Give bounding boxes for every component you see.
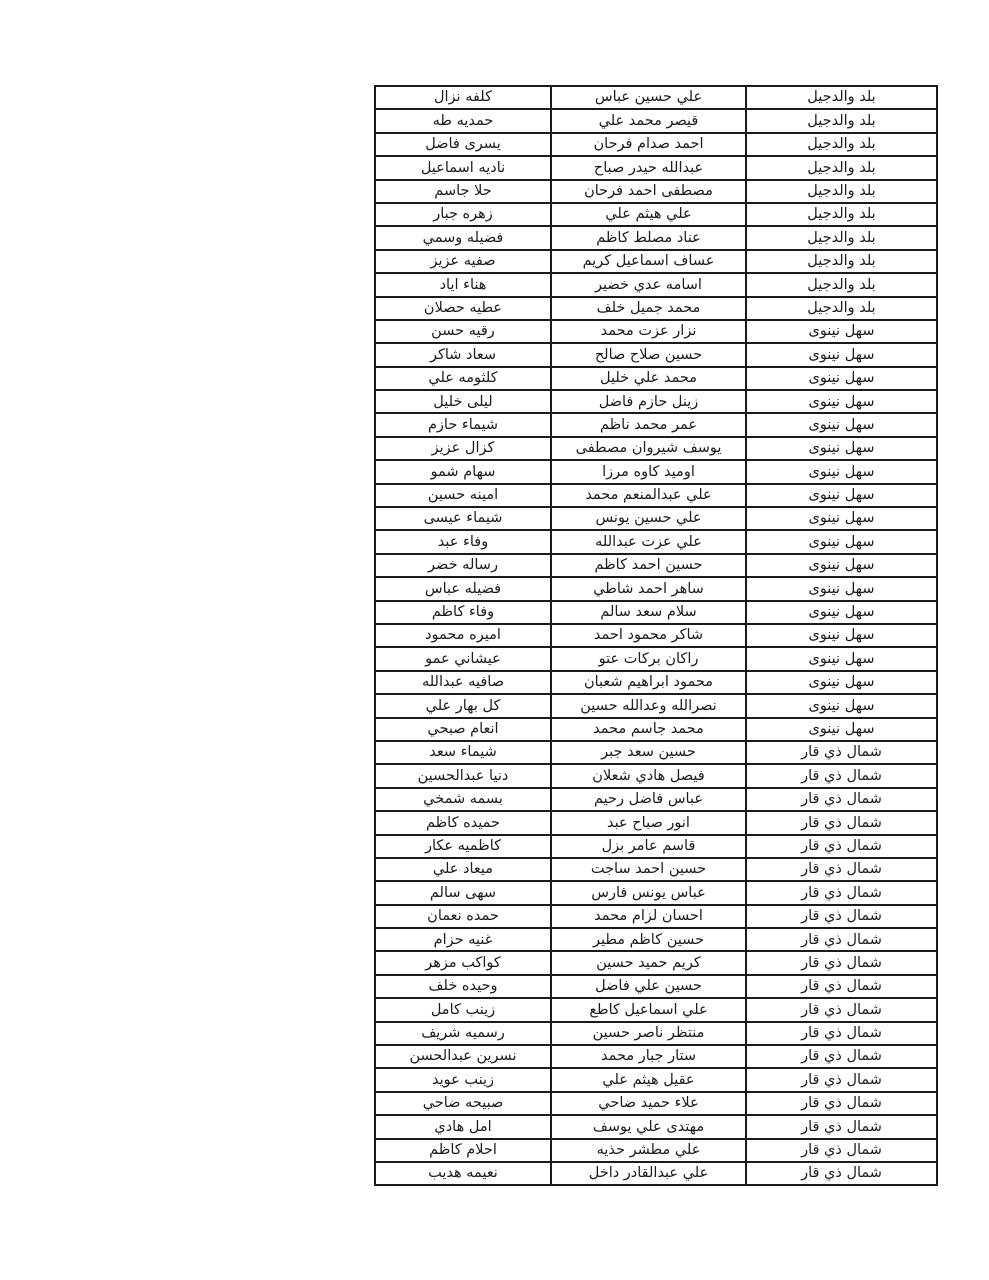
table-row: [375, 858, 937, 881]
table-row: [375, 788, 937, 811]
table-row: [375, 1162, 937, 1185]
table-row: [375, 226, 937, 249]
mother-name-cell: شيماء حازم: [375, 413, 551, 436]
mother-name-cell: عطيه حصلان: [375, 297, 551, 320]
person-name-cell: عقيل هيثم علي: [551, 1068, 746, 1091]
mother-name-cell: حمده نعمان: [375, 905, 551, 928]
mother-name-cell: زينب عويد: [375, 1068, 551, 1091]
region-cell: سهل نينوى: [746, 343, 937, 366]
mother-name-cell: سهى سالم: [375, 881, 551, 904]
region-cell: شمال ذي قار: [746, 788, 937, 811]
person-name-cell: محمد علي خليل: [551, 367, 746, 390]
table-row: [375, 109, 937, 132]
region-cell: شمال ذي قار: [746, 1068, 937, 1091]
person-name-cell: قاسم عامر بزل: [551, 835, 746, 858]
table-row: [375, 951, 937, 974]
region-cell: سهل نينوى: [746, 554, 937, 577]
mother-name-cell: رقيه حسن: [375, 320, 551, 343]
mother-name-cell: رساله خضر: [375, 554, 551, 577]
person-name-cell: فيصل هادي شعلان: [551, 764, 746, 787]
table-row: [375, 180, 937, 203]
mother-name-cell: اميره محمود: [375, 624, 551, 647]
mother-name-cell: شيماء سعد: [375, 741, 551, 764]
table-body: [375, 86, 937, 1185]
table-row: [375, 507, 937, 530]
person-name-cell: كريم حميد حسين: [551, 951, 746, 974]
table-row: [375, 601, 937, 624]
mother-name-cell: ليلى خليل: [375, 390, 551, 413]
person-name-cell: حسين كاظم مطير: [551, 928, 746, 951]
table-row: [375, 460, 937, 483]
table-row: [375, 250, 937, 273]
mother-name-cell: فضيله وسمي: [375, 226, 551, 249]
region-cell: شمال ذي قار: [746, 1115, 937, 1138]
region-cell: شمال ذي قار: [746, 881, 937, 904]
table-row: [375, 390, 937, 413]
person-name-cell: عمر محمد ناظم: [551, 413, 746, 436]
person-name-cell: عباس فاضل رحيم: [551, 788, 746, 811]
region-cell: سهل نينوى: [746, 507, 937, 530]
region-cell: بلد والدجيل: [746, 156, 937, 179]
person-name-cell: علي مطشر حذيه: [551, 1139, 746, 1162]
table-row: [375, 367, 937, 390]
region-cell: سهل نينوى: [746, 647, 937, 670]
person-name-cell: نزار عزت محمد: [551, 320, 746, 343]
person-name-cell: قيصر محمد علي: [551, 109, 746, 132]
table-row: [375, 437, 937, 460]
region-cell: بلد والدجيل: [746, 226, 937, 249]
person-name-cell: علي حسين يونس: [551, 507, 746, 530]
region-cell: شمال ذي قار: [746, 1045, 937, 1068]
region-cell: سهل نينوى: [746, 437, 937, 460]
mother-name-cell: صبيحه ضاحي: [375, 1092, 551, 1115]
person-name-cell: علي اسماعيل كاطع: [551, 998, 746, 1021]
region-cell: شمال ذي قار: [746, 811, 937, 834]
region-cell: سهل نينوى: [746, 694, 937, 717]
person-name-cell: يوسف شيروان مصطفى: [551, 437, 746, 460]
table-row: [375, 320, 937, 343]
mother-name-cell: غنيه حزام: [375, 928, 551, 951]
region-cell: سهل نينوى: [746, 718, 937, 741]
region-cell: بلد والدجيل: [746, 297, 937, 320]
region-cell: شمال ذي قار: [746, 1162, 937, 1185]
region-cell: شمال ذي قار: [746, 928, 937, 951]
table-row: [375, 1068, 937, 1091]
mother-name-cell: زينب كامل: [375, 998, 551, 1021]
mother-name-cell: زهره جبار: [375, 203, 551, 226]
mother-name-cell: يسرى فاضل: [375, 133, 551, 156]
table-row: [375, 881, 937, 904]
person-name-cell: محمد جميل خلف: [551, 297, 746, 320]
person-name-cell: سلام سعد سالم: [551, 601, 746, 624]
region-cell: شمال ذي قار: [746, 1022, 937, 1045]
region-cell: سهل نينوى: [746, 484, 937, 507]
table-row: [375, 133, 937, 156]
mother-name-cell: وفاء كاظم: [375, 601, 551, 624]
table-row: [375, 1115, 937, 1138]
region-cell: شمال ذي قار: [746, 975, 937, 998]
mother-name-cell: حمديه طه: [375, 109, 551, 132]
mother-name-cell: كاظميه عكار: [375, 835, 551, 858]
table-row: [375, 741, 937, 764]
person-name-cell: ساهر احمد شاطي: [551, 577, 746, 600]
mother-name-cell: انعام صبحي: [375, 718, 551, 741]
table-row: [375, 835, 937, 858]
table-row: [375, 975, 937, 998]
table-row: [375, 343, 937, 366]
region-cell: شمال ذي قار: [746, 905, 937, 928]
region-cell: بلد والدجيل: [746, 133, 937, 156]
person-name-cell: زينل حازم فاضل: [551, 390, 746, 413]
person-name-cell: عبدالله حيدر صباح: [551, 156, 746, 179]
table-row: [375, 484, 937, 507]
person-name-cell: علي حسين عباس: [551, 86, 746, 109]
mother-name-cell: صافيه عبدالله: [375, 671, 551, 694]
region-cell: سهل نينوى: [746, 671, 937, 694]
mother-name-cell: كل بهار علي: [375, 694, 551, 717]
person-name-cell: علي هيثم علي: [551, 203, 746, 226]
table-row: [375, 905, 937, 928]
mother-name-cell: سهام شمو: [375, 460, 551, 483]
mother-name-cell: كلفه نزال: [375, 86, 551, 109]
table-row: [375, 1022, 937, 1045]
table-row: [375, 811, 937, 834]
region-cell: شمال ذي قار: [746, 858, 937, 881]
mother-name-cell: عيشاني عمو: [375, 647, 551, 670]
region-cell: سهل نينوى: [746, 577, 937, 600]
mother-name-cell: احلام كاظم: [375, 1139, 551, 1162]
table-row: [375, 1092, 937, 1115]
mother-name-cell: امينه حسين: [375, 484, 551, 507]
table-row: [375, 86, 937, 109]
mother-name-cell: نعيمه هديب: [375, 1162, 551, 1185]
mother-name-cell: بسمه شمخي: [375, 788, 551, 811]
table-row: [375, 694, 937, 717]
person-name-cell: ستار جبار محمد: [551, 1045, 746, 1068]
region-cell: شمال ذي قار: [746, 764, 937, 787]
table-row: [375, 624, 937, 647]
mother-name-cell: دنيا عبدالحسين: [375, 764, 551, 787]
person-name-cell: علي عبدالمنعم محمد: [551, 484, 746, 507]
mother-name-cell: ناديه اسماعيل: [375, 156, 551, 179]
person-name-cell: محمود ابراهيم شعبان: [551, 671, 746, 694]
table-row: [375, 671, 937, 694]
person-name-cell: شاكر محمود احمد: [551, 624, 746, 647]
person-name-cell: انور صباح عبد: [551, 811, 746, 834]
region-cell: سهل نينوى: [746, 601, 937, 624]
person-name-cell: اسامه عدي خضير: [551, 273, 746, 296]
region-cell: سهل نينوى: [746, 624, 937, 647]
region-cell: بلد والدجيل: [746, 273, 937, 296]
person-name-cell: مهتدى علي يوسف: [551, 1115, 746, 1138]
region-cell: بلد والدجيل: [746, 86, 937, 109]
region-cell: بلد والدجيل: [746, 250, 937, 273]
region-cell: شمال ذي قار: [746, 951, 937, 974]
region-cell: سهل نينوى: [746, 367, 937, 390]
mother-name-cell: كلثومه علي: [375, 367, 551, 390]
table-row: [375, 156, 937, 179]
region-cell: شمال ذي قار: [746, 998, 937, 1021]
mother-name-cell: نسرين عبدالحسن: [375, 1045, 551, 1068]
table-row: [375, 554, 937, 577]
region-cell: بلد والدجيل: [746, 203, 937, 226]
mother-name-cell: هناء اياد: [375, 273, 551, 296]
region-cell: شمال ذي قار: [746, 1092, 937, 1115]
table-row: [375, 530, 937, 553]
table-row: [375, 998, 937, 1021]
region-cell: بلد والدجيل: [746, 180, 937, 203]
region-cell: سهل نينوى: [746, 320, 937, 343]
table-row: [375, 764, 937, 787]
region-cell: شمال ذي قار: [746, 1139, 937, 1162]
person-name-cell: مصطفى احمد فرحان: [551, 180, 746, 203]
mother-name-cell: حلا جاسم: [375, 180, 551, 203]
person-name-cell: احسان لزام محمد: [551, 905, 746, 928]
person-name-cell: محمد جاسم محمد: [551, 718, 746, 741]
table-row: [375, 577, 937, 600]
table-row: [375, 413, 937, 436]
mother-name-cell: فضيله عباس: [375, 577, 551, 600]
mother-name-cell: حميده كاظم: [375, 811, 551, 834]
table-row: [375, 718, 937, 741]
region-cell: بلد والدجيل: [746, 109, 937, 132]
region-cell: سهل نينوى: [746, 390, 937, 413]
person-name-cell: حسين صلاح صالح: [551, 343, 746, 366]
person-name-cell: منتظر ناصر حسين: [551, 1022, 746, 1045]
mother-name-cell: سعاد شاكر: [375, 343, 551, 366]
table-row: [375, 928, 937, 951]
region-cell: شمال ذي قار: [746, 835, 937, 858]
table-row: [375, 273, 937, 296]
person-name-cell: احمد صدام فرحان: [551, 133, 746, 156]
mother-name-cell: صفيه عزيز: [375, 250, 551, 273]
mother-name-cell: كزال عزيز: [375, 437, 551, 460]
region-cell: سهل نينوى: [746, 460, 937, 483]
mother-name-cell: شيماء عيسى: [375, 507, 551, 530]
person-name-cell: حسين سعد جبر: [551, 741, 746, 764]
table-row: [375, 1045, 937, 1068]
person-name-cell: حسين علي فاضل: [551, 975, 746, 998]
region-cell: سهل نينوى: [746, 413, 937, 436]
person-name-cell: عباس يونس فارس: [551, 881, 746, 904]
region-cell: شمال ذي قار: [746, 741, 937, 764]
table-row: [375, 647, 937, 670]
person-name-cell: علي عبدالقادر داخل: [551, 1162, 746, 1185]
table-row: [375, 297, 937, 320]
region-cell: سهل نينوى: [746, 530, 937, 553]
person-name-cell: حسين احمد كاظم: [551, 554, 746, 577]
mother-name-cell: وفاء عبد: [375, 530, 551, 553]
person-name-cell: علي عزت عبدالله: [551, 530, 746, 553]
table-row: [375, 203, 937, 226]
names-table: [374, 85, 938, 1186]
person-name-cell: اوميد كاوه مرزا: [551, 460, 746, 483]
mother-name-cell: ميعاد علي: [375, 858, 551, 881]
mother-name-cell: رسميه شريف: [375, 1022, 551, 1045]
person-name-cell: علاء حميد ضاحي: [551, 1092, 746, 1115]
person-name-cell: نصرالله وعدالله حسين: [551, 694, 746, 717]
person-name-cell: عناد مصلط كاظم: [551, 226, 746, 249]
mother-name-cell: وحيده خلف: [375, 975, 551, 998]
mother-name-cell: كواكب مزهر: [375, 951, 551, 974]
table-row: [375, 1139, 937, 1162]
person-name-cell: راكان بركات عتو: [551, 647, 746, 670]
person-name-cell: حسين احمد ساجت: [551, 858, 746, 881]
mother-name-cell: امل هادي: [375, 1115, 551, 1138]
person-name-cell: عساف اسماعيل كريم: [551, 250, 746, 273]
